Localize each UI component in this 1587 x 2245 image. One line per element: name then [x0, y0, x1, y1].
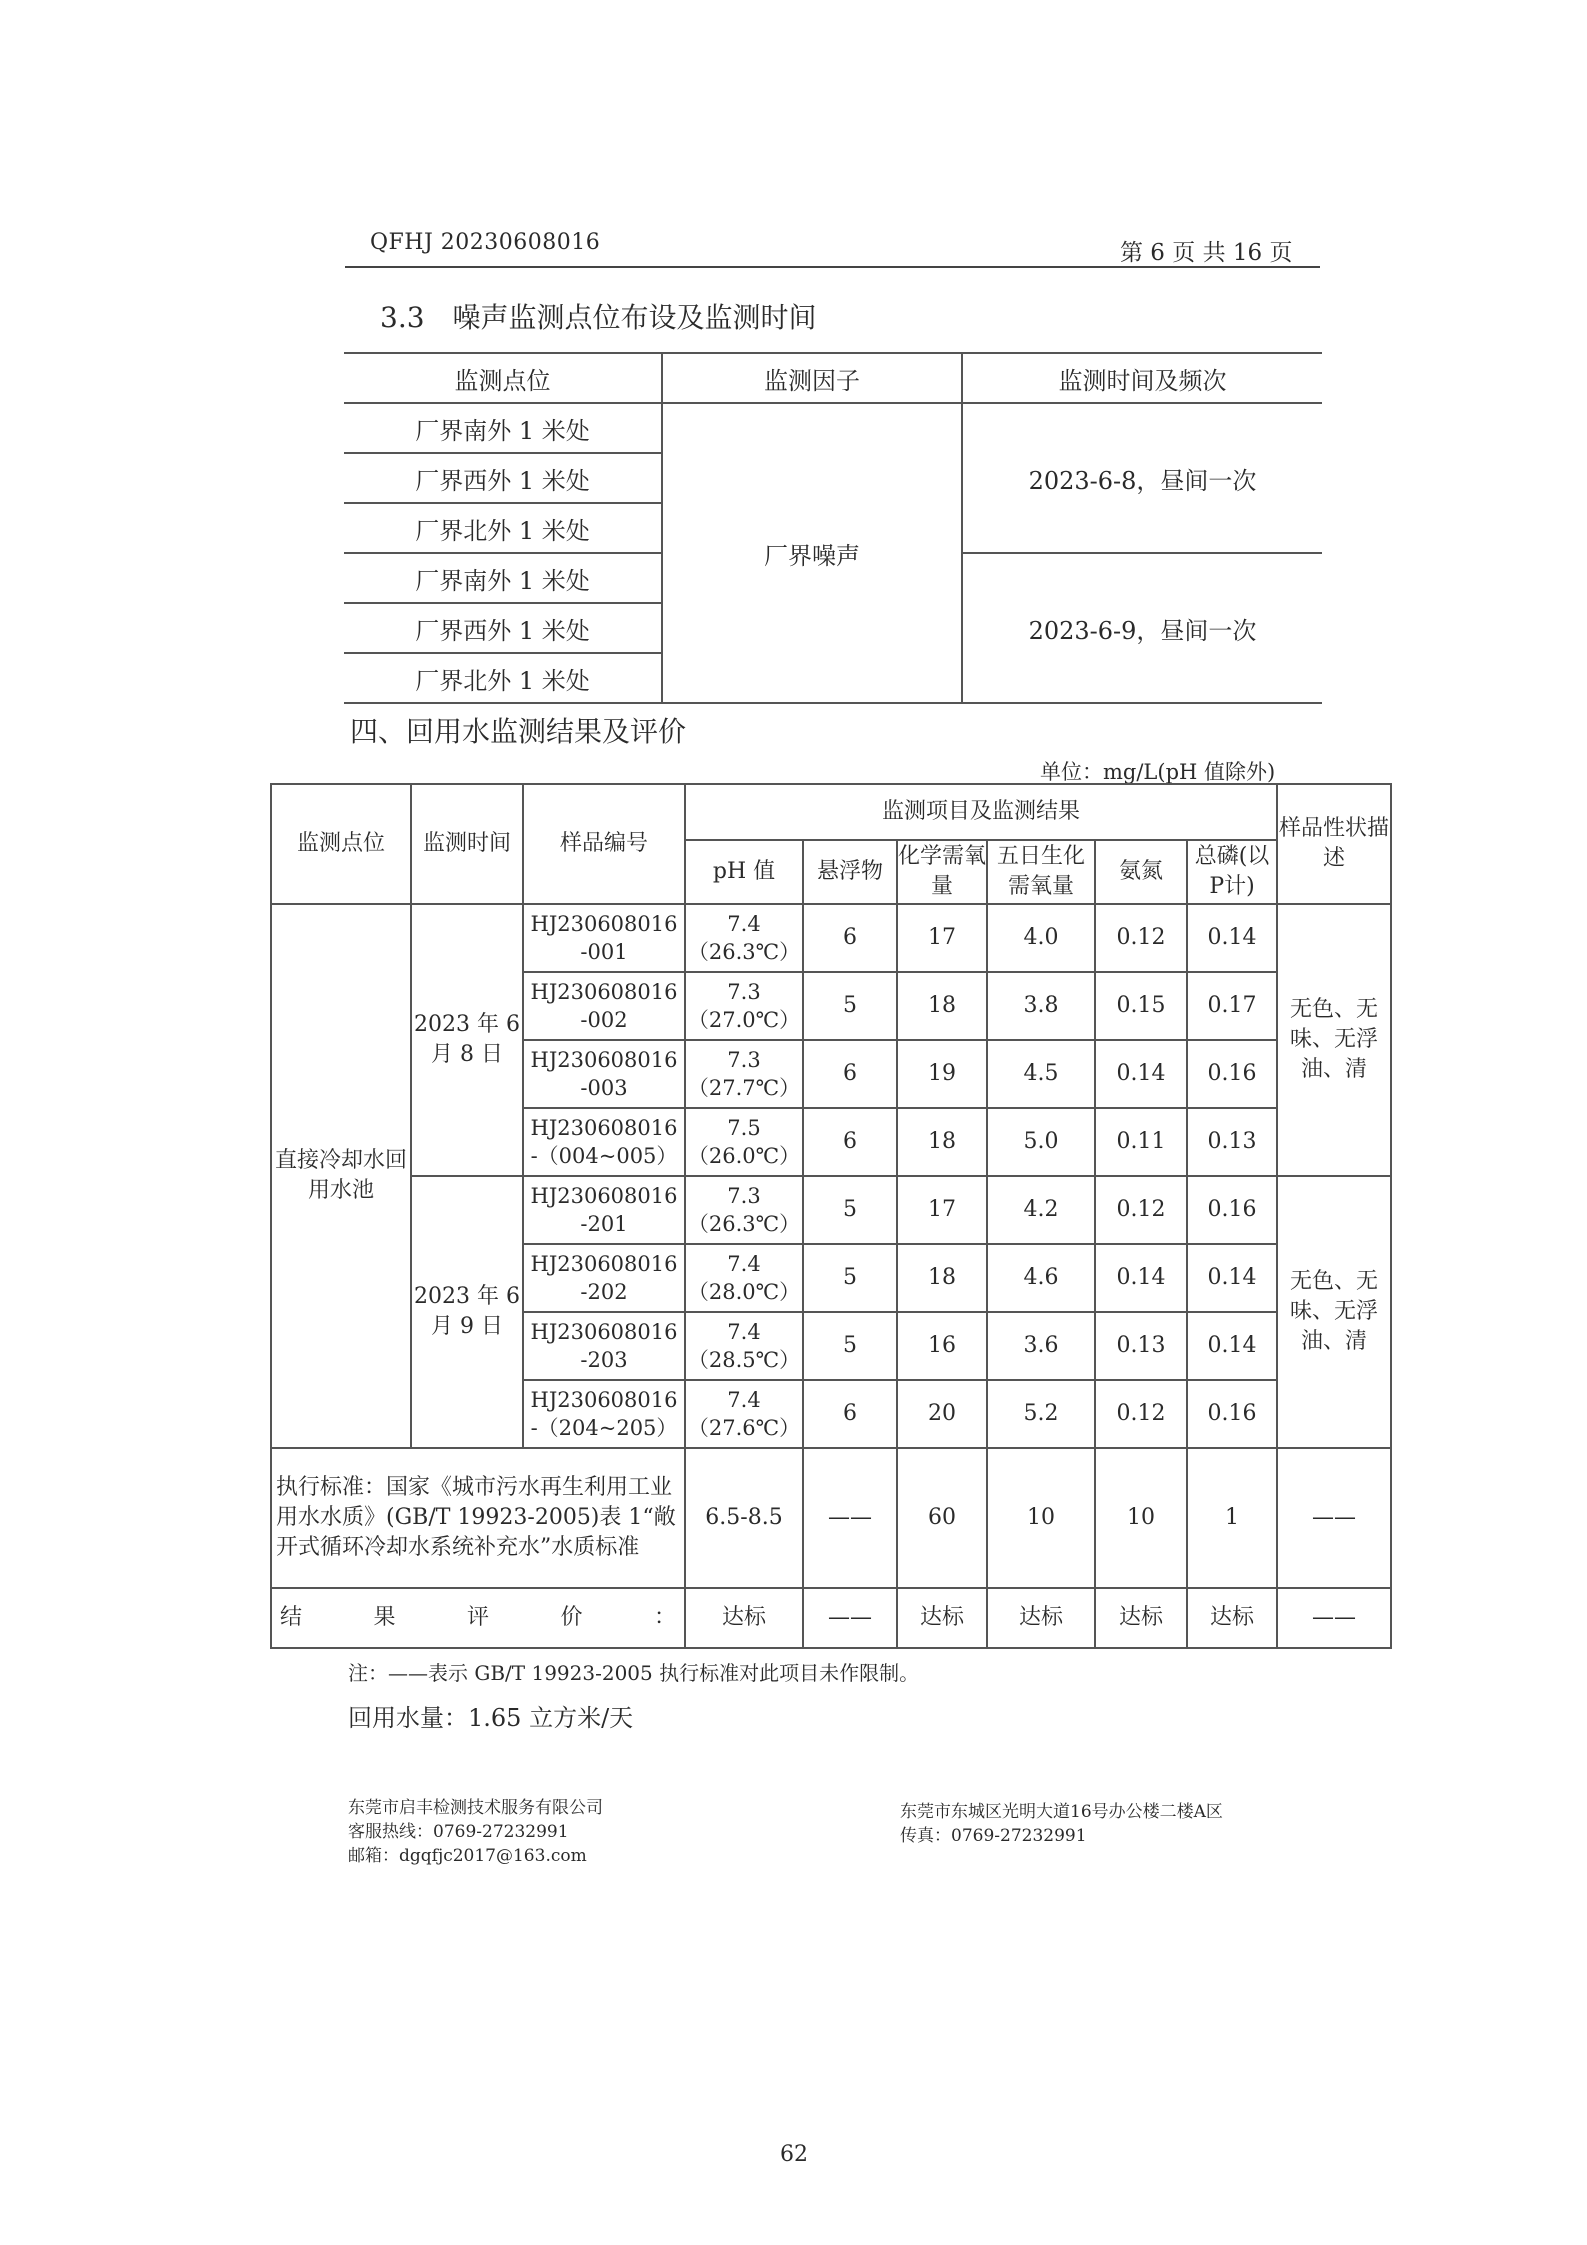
page-info: 第 6 页 共 16 页	[1120, 240, 1293, 266]
footer-right	[900, 1800, 1223, 1848]
ss-value: 6	[803, 904, 897, 972]
ph-temperature: （28.5℃）	[687, 1348, 801, 1372]
bod-value: 4.0	[987, 904, 1095, 972]
cod-value: 18	[897, 972, 987, 1040]
section-4-title: 四、回用水监测结果及评价	[350, 715, 687, 748]
sample-id-suffix: -001	[580, 940, 628, 964]
header-time: 监测时间	[411, 784, 523, 904]
monitoring-point: 厂界南外 1 米处	[344, 403, 662, 453]
ph-temperature: （26.3℃）	[687, 1212, 801, 1236]
table-row	[344, 403, 1322, 453]
document-id: QFHJ 20230608016	[370, 230, 601, 255]
nh3-value: 0.11	[1095, 1108, 1187, 1176]
cod-value: 17	[897, 904, 987, 972]
ph-reading: 7.4	[727, 1388, 761, 1412]
evaluation-ph: 达标	[685, 1588, 803, 1648]
ph-temperature: （28.0℃）	[687, 1280, 801, 1304]
tp-value: 0.16	[1187, 1380, 1277, 1448]
header-cod: 化学需氧量	[897, 840, 987, 904]
standard-ss: ——	[803, 1448, 897, 1588]
bod-value: 4.6	[987, 1244, 1095, 1312]
ss-value: 5	[803, 1244, 897, 1312]
ph-temperature: （26.3℃）	[687, 940, 801, 964]
ph-temperature: （26.0℃）	[687, 1144, 801, 1168]
nh3-value: 0.14	[1095, 1244, 1187, 1312]
sample-id-prefix: HJ230608016	[530, 1320, 678, 1344]
ss-value: 6	[803, 1040, 897, 1108]
monitoring-factor: 厂界噪声	[662, 403, 962, 703]
evaluation-row	[271, 1588, 1391, 1648]
monitoring-point: 厂界南外 1 米处	[344, 553, 662, 603]
evaluation-nh3: 达标	[1095, 1588, 1187, 1648]
fax: 传真：0769-27232991	[900, 1826, 1087, 1846]
standard-desc: ——	[1277, 1448, 1391, 1588]
column-header: 监测因子	[662, 353, 962, 403]
header-items-group: 监测项目及监测结果	[685, 784, 1277, 840]
ph-value	[685, 972, 803, 1040]
header-sample: 样品编号	[523, 784, 685, 904]
ph-value	[685, 1040, 803, 1108]
bod-value: 5.0	[987, 1108, 1095, 1176]
sample-id-prefix: HJ230608016	[530, 1388, 678, 1412]
sample-id	[523, 1380, 685, 1448]
standard-cod: 60	[897, 1448, 987, 1588]
bod-value: 3.8	[987, 972, 1095, 1040]
tp-value: 0.17	[1187, 972, 1277, 1040]
header-rule	[345, 266, 1320, 268]
table-header-row	[344, 353, 1322, 403]
evaluation-tp: 达标	[1187, 1588, 1277, 1648]
sample-id	[523, 972, 685, 1040]
cod-value: 20	[897, 1380, 987, 1448]
standard-ph: 6.5-8.5	[685, 1448, 803, 1588]
cod-value: 19	[897, 1040, 987, 1108]
ph-temperature: （27.0℃）	[687, 1008, 801, 1032]
page-number: 62	[780, 2142, 808, 2167]
header-bod: 五日生化需氧量	[987, 840, 1095, 904]
monitoring-time: 2023-6-8，昼间一次	[962, 403, 1322, 553]
ph-temperature: （27.6℃）	[687, 1416, 801, 1440]
bod-value: 4.2	[987, 1176, 1095, 1244]
noise-monitoring-table	[344, 352, 1322, 704]
nh3-value: 0.15	[1095, 972, 1187, 1040]
sample-id	[523, 904, 685, 972]
email: 邮箱：dgqfjc2017@163.com	[348, 1846, 587, 1866]
address: 东莞市东城区光明大道16号办公楼二楼A区	[900, 1802, 1223, 1822]
sample-id	[523, 1040, 685, 1108]
footer-left	[348, 1796, 603, 1868]
evaluation-desc: ——	[1277, 1588, 1391, 1648]
reuse-volume: 回用水量：1.65 立方米/天	[348, 1704, 634, 1732]
table-note: 注：——表示 GB/T 19923-2005 执行标准对此项目未作限制。	[348, 1661, 920, 1685]
header-ss: 悬浮物	[803, 840, 897, 904]
sample-id-prefix: HJ230608016	[530, 1184, 678, 1208]
section-3-3-title: 3.3 噪声监测点位布设及监测时间	[380, 301, 817, 334]
standard-row	[271, 1448, 1391, 1588]
sample-id	[523, 1176, 685, 1244]
sample-id	[523, 1244, 685, 1312]
monitoring-date: 2023 年 6 月 9 日	[411, 1176, 523, 1448]
ph-reading: 7.4	[727, 1252, 761, 1276]
header-description: 样品性状描述	[1277, 784, 1391, 904]
ph-value	[685, 1244, 803, 1312]
ph-value	[685, 904, 803, 972]
sample-id-suffix: -（204~205）	[530, 1416, 678, 1440]
table-header-row	[271, 784, 1391, 840]
tp-value: 0.14	[1187, 1244, 1277, 1312]
ph-reading: 7.4	[727, 912, 761, 936]
monitoring-time: 2023-6-9，昼间一次	[962, 553, 1322, 703]
unit-note: 单位：mg/L(pH 值除外)	[1040, 760, 1276, 784]
header-point: 监测点位	[271, 784, 411, 904]
tp-value: 0.13	[1187, 1108, 1277, 1176]
bod-value: 3.6	[987, 1312, 1095, 1380]
bod-value: 4.5	[987, 1040, 1095, 1108]
ph-value	[685, 1380, 803, 1448]
monitoring-point: 厂界西外 1 米处	[344, 603, 662, 653]
ph-temperature: （27.7℃）	[687, 1076, 801, 1100]
hotline: 客服热线：0769-27232991	[348, 1822, 569, 1842]
sample-description: 无色、无味、无浮油、清	[1277, 1176, 1391, 1448]
nh3-value: 0.12	[1095, 1176, 1187, 1244]
ph-value	[685, 1176, 803, 1244]
evaluation-bod: 达标	[987, 1588, 1095, 1648]
standard-label: 执行标准：国家《城市污水再生利用工业用水水质》(GB/T 19923-2005)表 1“敞开式循环冷却水系统补充水”水质标准	[271, 1448, 685, 1588]
ss-value: 6	[803, 1108, 897, 1176]
sample-id-suffix: -201	[580, 1212, 628, 1236]
ph-reading: 7.3	[727, 1048, 761, 1072]
standard-nh3: 10	[1095, 1448, 1187, 1588]
ss-value: 5	[803, 1176, 897, 1244]
sample-description: 无色、无味、无浮油、清	[1277, 904, 1391, 1176]
nh3-value: 0.12	[1095, 904, 1187, 972]
evaluation-cod: 达标	[897, 1588, 987, 1648]
tp-value: 0.16	[1187, 1176, 1277, 1244]
sample-id-suffix: -（004~005）	[530, 1144, 678, 1168]
ph-reading: 7.3	[727, 1184, 761, 1208]
sample-id-suffix: -002	[580, 1008, 628, 1032]
tp-value: 0.16	[1187, 1040, 1277, 1108]
ss-value: 5	[803, 972, 897, 1040]
column-header: 监测点位	[344, 353, 662, 403]
sample-id	[523, 1312, 685, 1380]
nh3-value: 0.12	[1095, 1380, 1187, 1448]
header-tp: 总磷(以P计)	[1187, 840, 1277, 904]
ph-value	[685, 1108, 803, 1176]
sample-id-prefix: HJ230608016	[530, 912, 678, 936]
results-body	[271, 904, 1391, 1448]
company-name: 东莞市启丰检测技术服务有限公司	[348, 1798, 603, 1818]
sample-id-prefix: HJ230608016	[530, 1048, 678, 1072]
sample-id-suffix: -203	[580, 1348, 628, 1372]
standard-bod: 10	[987, 1448, 1095, 1588]
sample-id-suffix: -003	[580, 1076, 628, 1100]
cod-value: 17	[897, 1176, 987, 1244]
reuse-water-results-table	[270, 783, 1392, 1649]
bod-value: 5.2	[987, 1380, 1095, 1448]
header-ph: pH 值	[685, 840, 803, 904]
nh3-value: 0.14	[1095, 1040, 1187, 1108]
nh3-value: 0.13	[1095, 1312, 1187, 1380]
cod-value: 16	[897, 1312, 987, 1380]
sample-id-prefix: HJ230608016	[530, 980, 678, 1004]
column-header: 监测时间及频次	[962, 353, 1322, 403]
tp-value: 0.14	[1187, 904, 1277, 972]
monitoring-point: 厂界北外 1 米处	[344, 653, 662, 703]
monitoring-location: 直接冷却水回用水池	[271, 904, 411, 1448]
ph-value	[685, 1312, 803, 1380]
header-nh3: 氨氮	[1095, 840, 1187, 904]
ph-reading: 7.4	[727, 1320, 761, 1344]
monitoring-date: 2023 年 6 月 8 日	[411, 904, 523, 1176]
cod-value: 18	[897, 1244, 987, 1312]
ss-value: 5	[803, 1312, 897, 1380]
monitoring-point: 厂界西外 1 米处	[344, 453, 662, 503]
tp-value: 0.14	[1187, 1312, 1277, 1380]
standard-tp: 1	[1187, 1448, 1277, 1588]
sample-id-suffix: -202	[580, 1280, 628, 1304]
monitoring-point: 厂界北外 1 米处	[344, 503, 662, 553]
sample-id-prefix: HJ230608016	[530, 1116, 678, 1140]
cod-value: 18	[897, 1108, 987, 1176]
evaluation-label: 结果评价：	[271, 1588, 685, 1648]
sample-id-prefix: HJ230608016	[530, 1252, 678, 1276]
ss-value: 6	[803, 1380, 897, 1448]
evaluation-ss: ——	[803, 1588, 897, 1648]
ph-reading: 7.5	[727, 1116, 761, 1140]
sample-id	[523, 1108, 685, 1176]
table-row	[271, 904, 1391, 972]
table-row	[271, 1176, 1391, 1244]
ph-reading: 7.3	[727, 980, 761, 1004]
